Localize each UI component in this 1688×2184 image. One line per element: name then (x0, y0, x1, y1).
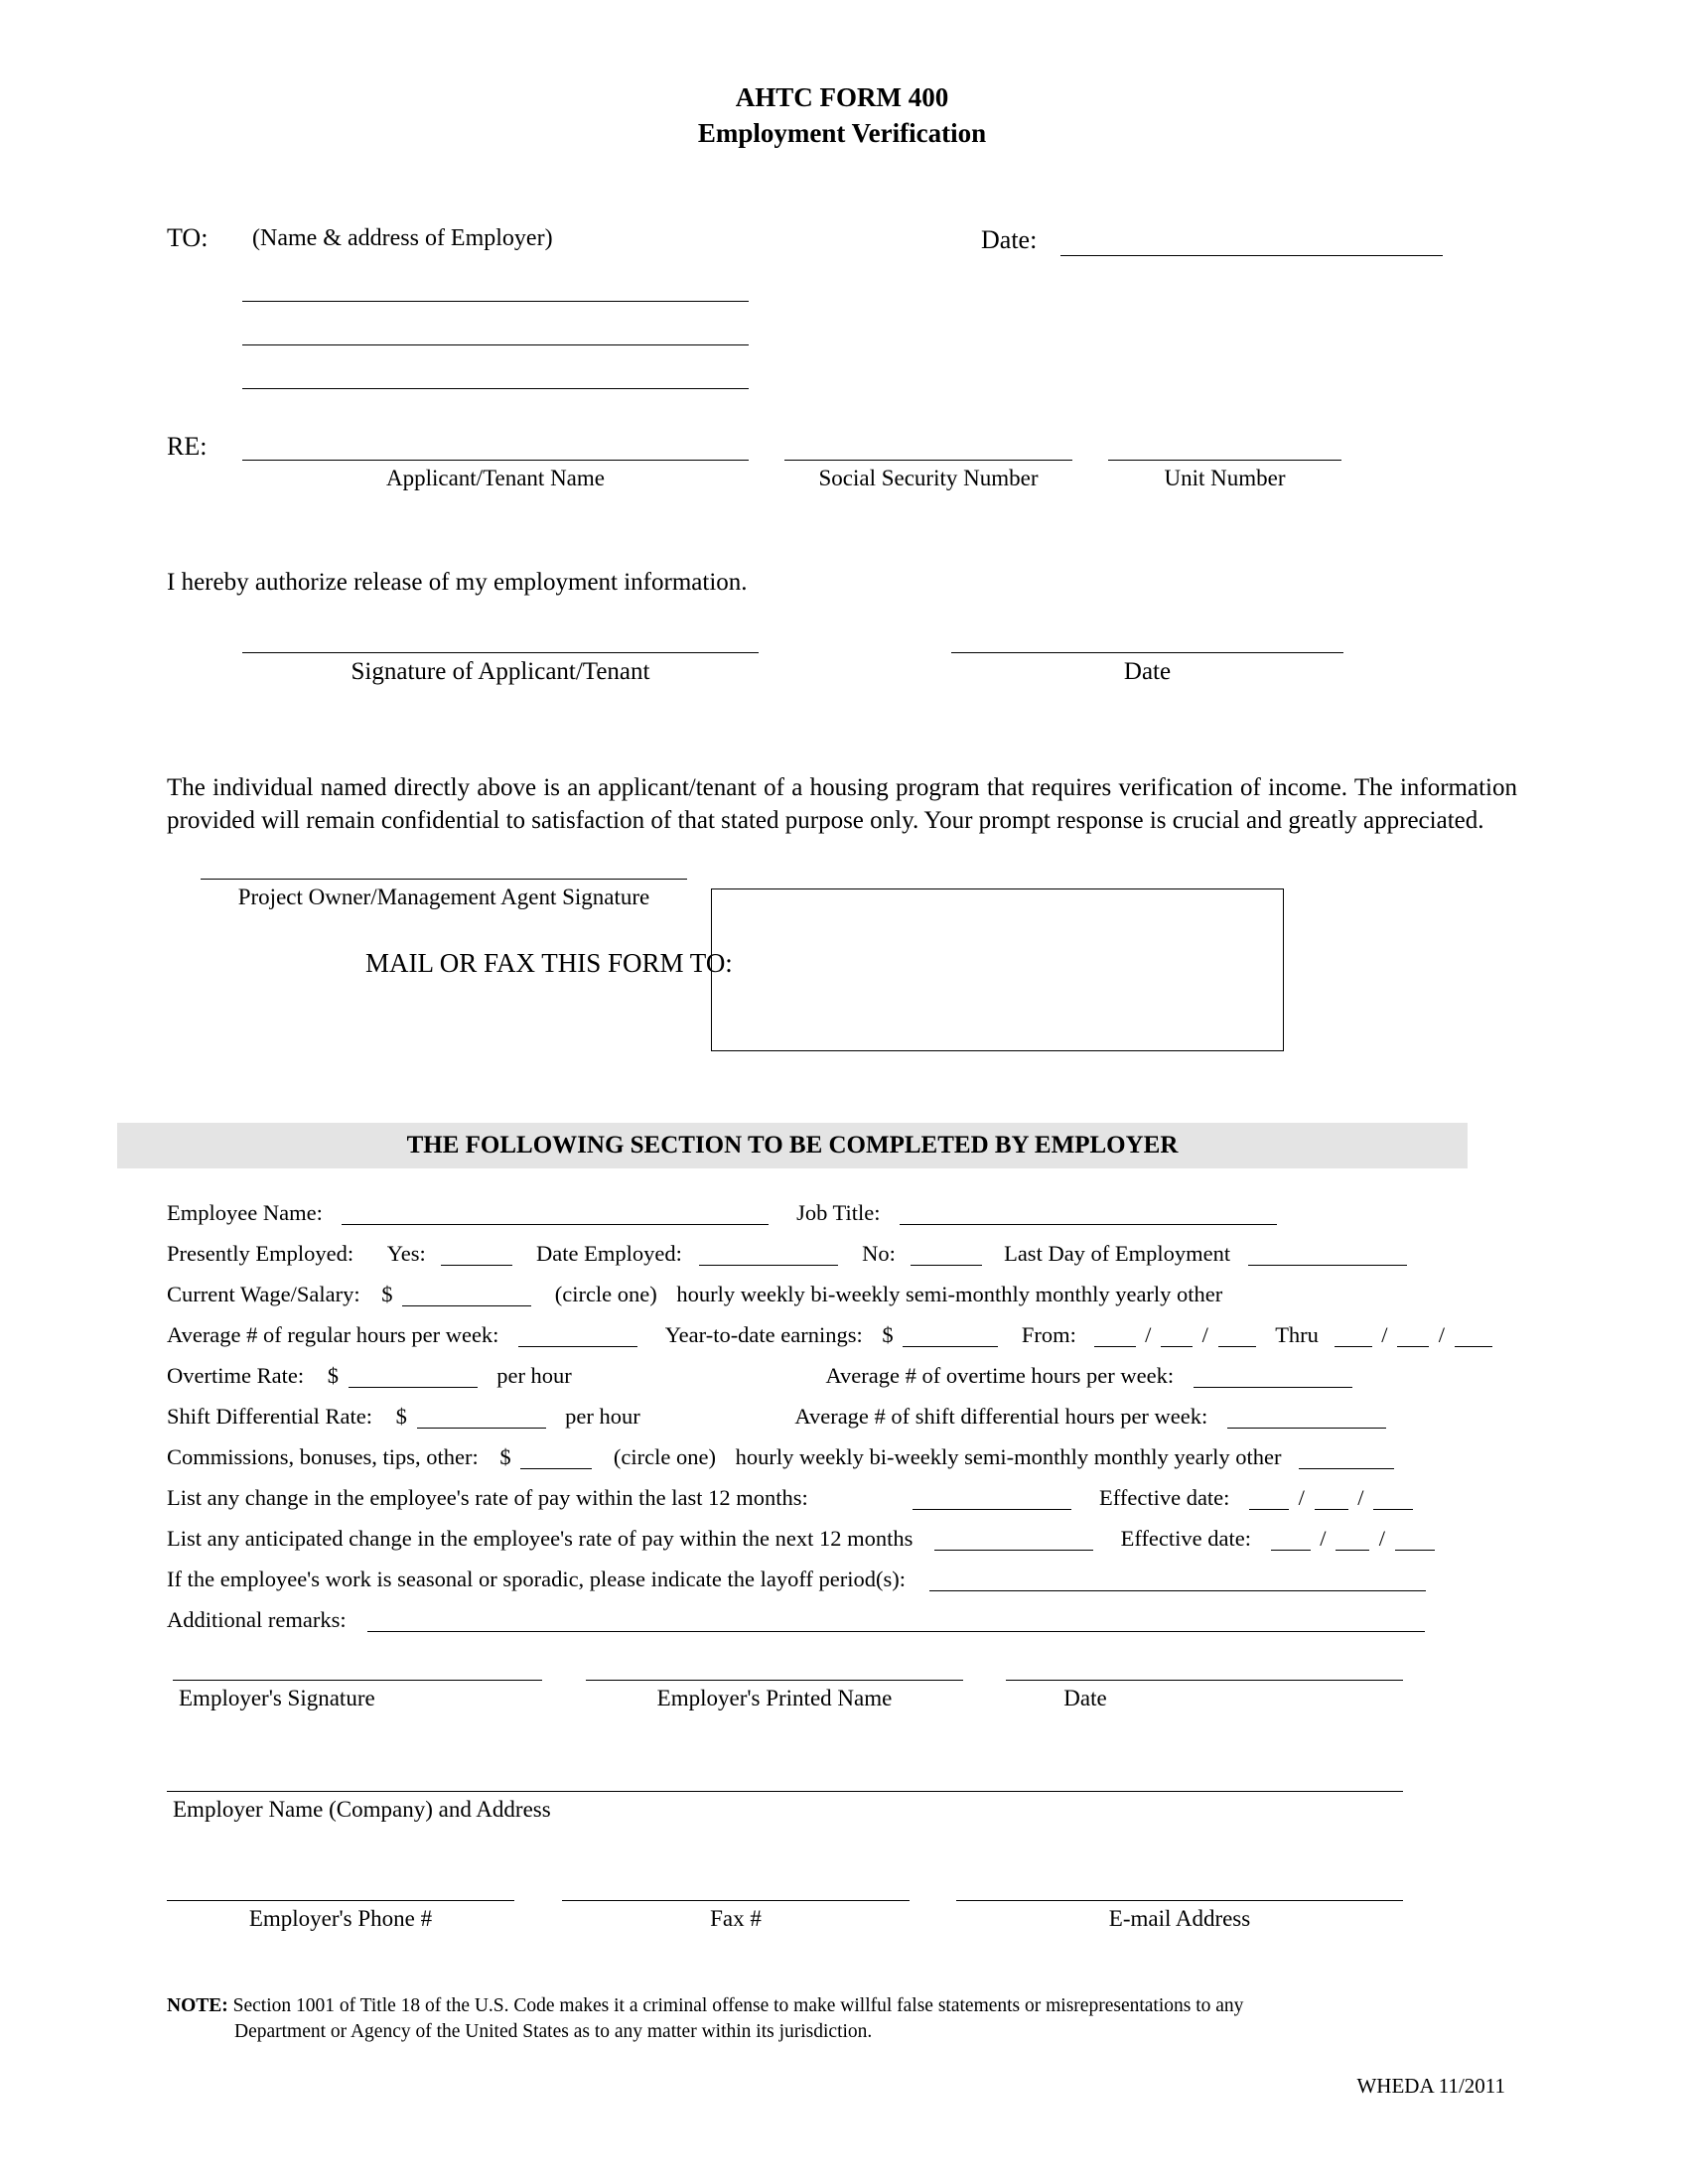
last-day-field[interactable] (1248, 1243, 1407, 1266)
employer-address-line-2[interactable] (242, 344, 749, 345)
applicant-signature-date-field[interactable] (951, 652, 1343, 653)
employee-name-field[interactable] (342, 1202, 769, 1225)
employer-name-address-field[interactable] (167, 1791, 1403, 1792)
from-label: From: (1021, 1322, 1076, 1348)
thru-day-field[interactable] (1397, 1324, 1429, 1347)
row-seasonal (167, 1569, 1517, 1609)
from-year-field[interactable] (1218, 1324, 1256, 1347)
effective-date-label-2: Effective date: (1120, 1526, 1251, 1552)
applicant-signature-caption: Signature of Applicant/Tenant (351, 657, 650, 685)
thru-slash-1: / (1381, 1322, 1388, 1348)
last-day-label: Last Day of Employment (1004, 1241, 1231, 1267)
change-next-12-label: List any anticipated change in the employee's rate of pay within the next 12 months (167, 1526, 914, 1552)
current-wage-field[interactable] (402, 1284, 531, 1306)
row-shift-differential (167, 1406, 1517, 1446)
employer-phone-caption: Employer's Phone # (248, 1905, 433, 1931)
overtime-per-hour-label: per hour (496, 1363, 572, 1389)
form-header (167, 79, 1517, 152)
form-id: AHTC FORM 400 (735, 82, 949, 112)
yes-field[interactable] (441, 1243, 512, 1266)
fax-field[interactable] (562, 1900, 910, 1901)
row-employee-name (167, 1202, 1517, 1243)
change-last-12-field[interactable] (913, 1487, 1071, 1510)
row-current-wage (167, 1284, 1517, 1324)
overtime-rate-label: Overtime Rate: (167, 1363, 305, 1389)
job-title-field[interactable] (900, 1202, 1277, 1225)
commissions-circle-one: (circle one) (613, 1444, 716, 1470)
row-commissions (167, 1446, 1517, 1487)
employer-name-address-caption: Employer Name (Company) and Address (173, 1796, 551, 1822)
row-average-hours (167, 1324, 1517, 1365)
mail-or-fax-label: MAIL OR FAX THIS FORM TO: (365, 947, 733, 978)
applicant-signature-section (167, 652, 1517, 761)
ytd-earnings-dollar: $ (882, 1322, 894, 1348)
employer-date-caption: Date (1063, 1685, 1107, 1710)
shift-diff-rate-field[interactable] (417, 1406, 546, 1429)
fax-caption: Fax # (710, 1905, 762, 1931)
avg-overtime-hours-label: Average # of overtime hours per week: (825, 1363, 1175, 1389)
applicant-signature-date-caption: Date (1123, 657, 1172, 685)
avg-regular-hours-field[interactable] (518, 1324, 637, 1347)
re-label: RE: (167, 431, 208, 461)
commissions-other-field[interactable] (1299, 1446, 1394, 1469)
employer-contact-row (167, 1900, 1517, 1960)
form-content (167, 79, 1517, 2099)
seasonal-label: If the employee's work is seasonal or sporadic, please indicate the layoff period(s): (167, 1567, 907, 1592)
to-label: TO: (167, 222, 209, 252)
effective-date-1-slash-1: / (1298, 1485, 1305, 1511)
ssn-caption: Social Security Number (818, 465, 1039, 490)
employer-signature-caption: Employer's Signature (179, 1685, 375, 1710)
commissions-label: Commissions, bonuses, tips, other: (167, 1444, 479, 1470)
commissions-field[interactable] (520, 1446, 592, 1469)
avg-overtime-hours-field[interactable] (1194, 1365, 1352, 1388)
current-wage-label: Current Wage/Salary: (167, 1282, 360, 1307)
unit-number-caption: Unit Number (1164, 465, 1286, 490)
employer-section-banner: THE FOLLOWING SECTION TO BE COMPLETED BY EMPLOYER (117, 1123, 1468, 1168)
employer-signature-field[interactable] (173, 1680, 542, 1681)
legal-note (167, 1993, 1517, 2046)
owner-signature-caption: Project Owner/Management Agent Signature (237, 884, 650, 909)
note-line-2: Department or Agency of the United States as to any matter within its jurisdiction. (234, 2021, 873, 2043)
presently-employed-label: Presently Employed: (167, 1241, 354, 1267)
additional-remarks-field[interactable] (367, 1609, 1425, 1632)
change-next-12-field[interactable] (934, 1528, 1093, 1551)
employee-name-label: Employee Name: (167, 1200, 323, 1226)
effective-date-2-month[interactable] (1271, 1528, 1311, 1551)
change-last-12-label: List any change in the employee's rate of pay within the last 12 months: (167, 1485, 808, 1511)
effective-date-1-month[interactable] (1249, 1487, 1289, 1510)
employer-signoff-row (167, 1680, 1517, 1739)
effective-date-2-slash-1: / (1320, 1526, 1327, 1552)
shift-diff-rate-label: Shift Differential Rate: (167, 1404, 373, 1430)
employer-printed-name-field[interactable] (586, 1680, 963, 1681)
additional-remarks-label: Additional remarks: (167, 1607, 347, 1633)
applicant-name-caption: Applicant/Tenant Name (385, 465, 605, 490)
employer-address-line-1[interactable] (242, 301, 749, 302)
employer-date-field[interactable] (1006, 1680, 1403, 1681)
ytd-earnings-field[interactable] (903, 1324, 998, 1347)
applicant-name-field[interactable] (242, 460, 749, 461)
note-label: NOTE: (167, 1994, 228, 2016)
row-overtime-rate (167, 1365, 1517, 1406)
current-wage-circle-one: (circle one) (554, 1282, 657, 1307)
date-label: Date: (981, 224, 1038, 254)
employer-phone-field[interactable] (167, 1900, 514, 1901)
employer-company-row (167, 1791, 1517, 1850)
from-day-field[interactable] (1161, 1324, 1193, 1347)
effective-date-2-slash-2: / (1378, 1526, 1386, 1552)
yes-label: Yes: (386, 1241, 426, 1267)
email-field[interactable] (956, 1900, 1403, 1901)
thru-label: Thru (1275, 1322, 1319, 1348)
footer-wheda: WHEDA 11/2011 (1356, 2073, 1505, 2098)
row-additional-remarks (167, 1609, 1517, 1650)
commissions-dollar: $ (499, 1444, 511, 1470)
to-hint: (Name & address of Employer) (252, 224, 553, 251)
overtime-rate-field[interactable] (349, 1365, 478, 1388)
effective-date-2-day[interactable] (1336, 1528, 1369, 1551)
employer-printed-name-caption: Employer's Printed Name (656, 1685, 893, 1710)
row-change-next-12 (167, 1528, 1517, 1569)
ssn-field[interactable] (784, 460, 1072, 461)
note-line-1: Section 1001 of Title 18 of the U.S. Code makes it a criminal offense to make willful false statements or misrepresentations to any (232, 1994, 1244, 2016)
current-wage-dollar: $ (381, 1282, 393, 1307)
applicant-signature-field[interactable] (242, 652, 759, 653)
avg-shift-diff-hours-field[interactable] (1227, 1406, 1386, 1429)
re-section (167, 432, 1517, 535)
to-section (167, 223, 1517, 432)
row-presently-employed (167, 1243, 1517, 1284)
from-slash-2: / (1201, 1322, 1208, 1348)
row-change-last-12 (167, 1487, 1517, 1528)
ytd-earnings-label: Year-to-date earnings: (664, 1322, 863, 1348)
date-employed-field[interactable] (699, 1243, 838, 1266)
seasonal-field[interactable] (929, 1569, 1426, 1591)
effective-date-1-day[interactable] (1315, 1487, 1348, 1510)
date-employed-label: Date Employed: (535, 1241, 682, 1267)
commissions-frequency-options[interactable]: hourly weekly bi-weekly semi-monthly monthly yearly other (735, 1444, 1282, 1470)
effective-date-1-slash-2: / (1357, 1485, 1364, 1511)
authorization-text: I hereby authorize release of my employment information. (167, 568, 748, 596)
employer-address-line-3[interactable] (242, 388, 749, 389)
employer-section (167, 1202, 1517, 1650)
effective-date-1-year[interactable] (1373, 1487, 1413, 1510)
form-title: Employment Verification (697, 118, 987, 149)
body-paragraph: The individual named directly above is an applicant/tenant of a housing program that requires verification of income. The information provided will remain confidential to satisfaction of that stated purpose only. Your prompt response is crucial and greatly appreciated. (167, 773, 1517, 834)
unit-number-field[interactable] (1108, 460, 1341, 461)
avg-regular-hours-label: Average # of regular hours per week: (167, 1322, 499, 1348)
job-title-label: Job Title: (796, 1200, 881, 1226)
email-caption: E-mail Address (1108, 1905, 1251, 1931)
effective-date-label-1: Effective date: (1099, 1485, 1230, 1511)
from-slash-1: / (1145, 1322, 1152, 1348)
date-field[interactable] (1060, 255, 1443, 256)
mail-address-box[interactable] (711, 888, 1284, 1051)
avg-shift-diff-hours-label: Average # of shift differential hours per week: (794, 1404, 1208, 1430)
from-month-field[interactable] (1094, 1324, 1136, 1347)
no-label: No: (862, 1241, 896, 1267)
no-field[interactable] (911, 1243, 982, 1266)
effective-date-2-year[interactable] (1395, 1528, 1435, 1551)
thru-month-field[interactable] (1335, 1324, 1372, 1347)
shift-diff-dollar: $ (395, 1404, 407, 1430)
overtime-rate-dollar: $ (327, 1363, 339, 1389)
thru-year-field[interactable] (1455, 1324, 1492, 1347)
shift-diff-per-hour-label: per hour (565, 1404, 640, 1430)
thru-slash-2: / (1438, 1322, 1445, 1348)
owner-signature-section (167, 879, 1517, 1077)
current-wage-frequency-options[interactable]: hourly weekly bi-weekly semi-monthly monthly yearly other (676, 1282, 1223, 1307)
owner-signature-field[interactable] (201, 879, 687, 880)
